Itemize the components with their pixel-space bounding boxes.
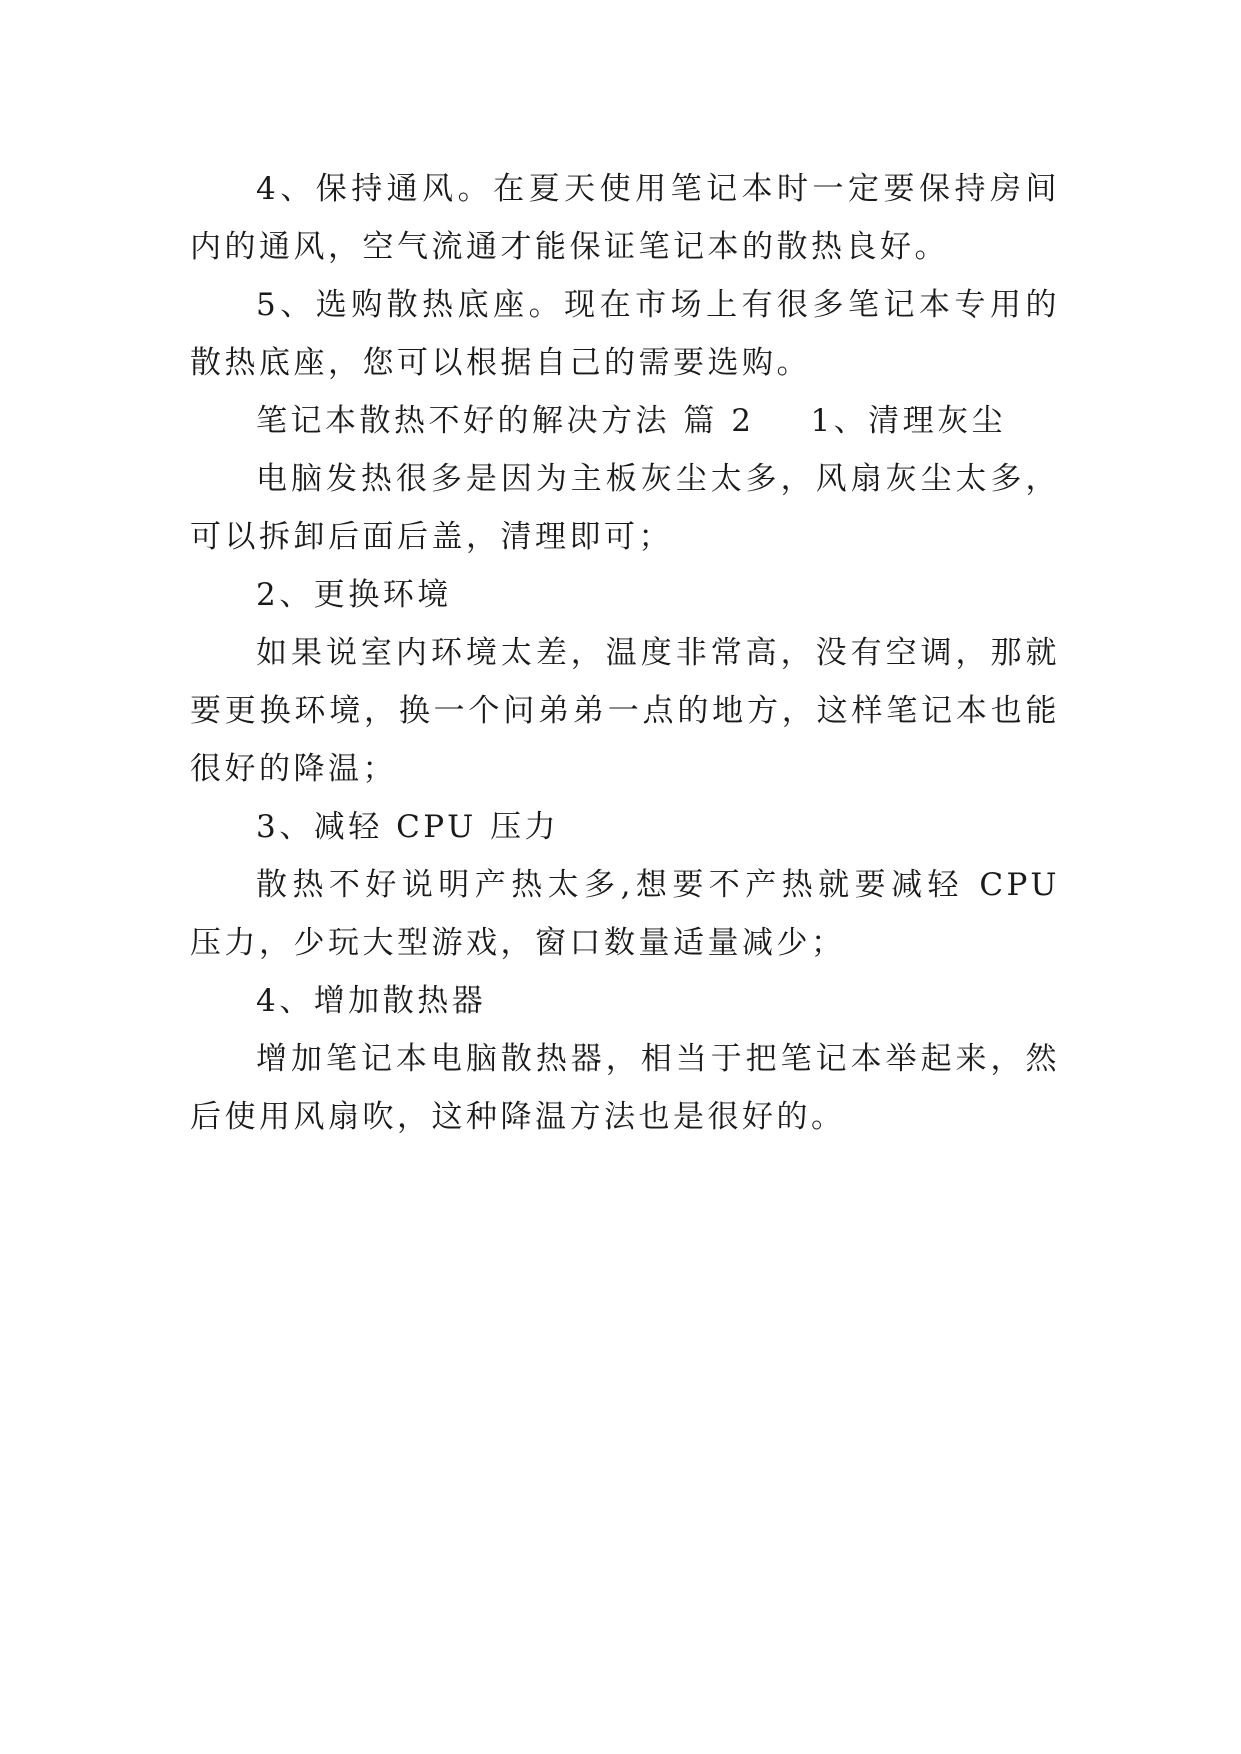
section-heading-line	[190, 392, 1060, 450]
document-body	[190, 160, 1060, 1146]
paragraph-ventilation: 4、保持通风。在夏天使用笔记本时一定要保持房间内的通风，空气流通才能保证笔记本的散热良好。	[190, 171, 1060, 265]
item-heading-cpu: 3、减轻 CPU 压力	[256, 809, 560, 845]
section-heading-title: 笔记本散热不好的解决方法 篇 2	[256, 403, 755, 439]
section-first-item: 1、清理灰尘	[810, 403, 1007, 439]
paragraph-dust: 电脑发热很多是因为主板灰尘太多，风扇灰尘太多，可以拆卸后面后盖，清理即可；	[190, 461, 1060, 555]
paragraph-cooling-base: 5、选购散热底座。现在市场上有很多笔记本专用的散热底座，您可以根据自己的需要选购。	[190, 287, 1060, 381]
paragraph-cooler: 增加笔记本电脑散热器，相当于把笔记本举起来，然后使用风扇吹，这种降温方法也是很好的。	[190, 1041, 1060, 1135]
paragraph-cpu: 散热不好说明产热太多,想要不产热就要减轻 CPU 压力，少玩大型游戏，窗口数量适量减少；	[190, 867, 1060, 961]
item-heading-environment: 2、更换环境	[256, 577, 452, 613]
item-heading-cooler: 4、增加散热器	[256, 983, 487, 1019]
paragraph-environment: 如果说室内环境太差，温度非常高，没有空调，那就要更换环境，换一个问弟弟一点的地方，这样笔记本也能很好的降温；	[190, 635, 1060, 787]
